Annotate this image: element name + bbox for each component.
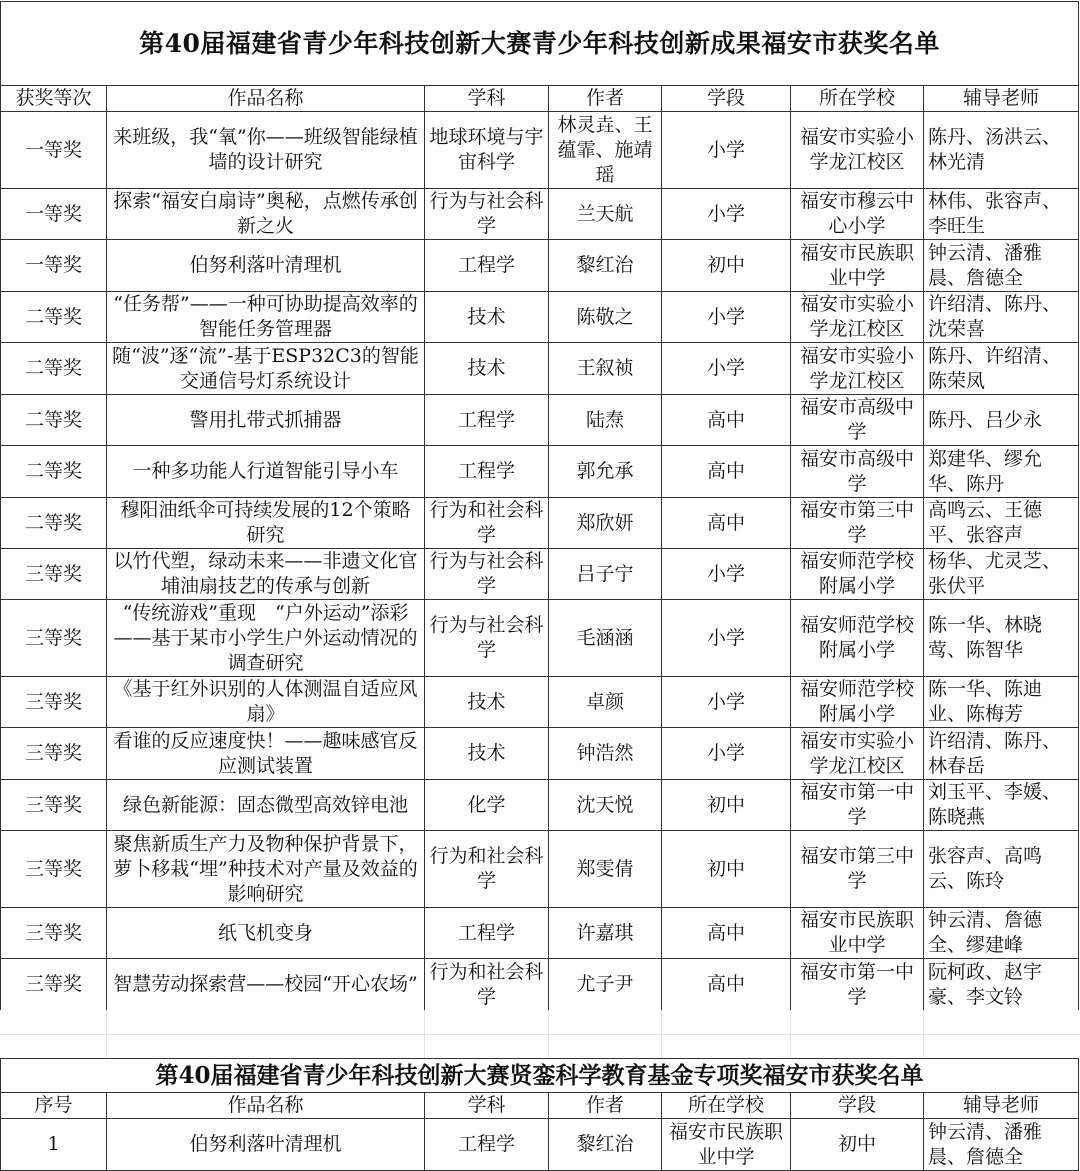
subject-cell: 行为和社会科学	[425, 831, 549, 908]
header-teacher: 辅导老师	[924, 1093, 1079, 1119]
header-school: 所在学校	[791, 86, 924, 112]
awards-table-header-row	[1, 86, 1079, 112]
author-cell: 吕子宁	[549, 549, 662, 600]
school-cell: 福安市实验小学龙江校区	[791, 292, 924, 343]
teacher-cell: 陈一华、陈迪业、陈梅芳	[924, 677, 1079, 728]
teacher-cell: 刘玉平、李媛、陈晓燕	[924, 780, 1079, 831]
subject-cell: 行为和社会科学	[425, 498, 549, 549]
table-row	[1, 908, 1079, 959]
table-row	[1, 677, 1079, 728]
table-row	[1, 780, 1079, 831]
stage-cell: 小学	[662, 728, 791, 780]
table-row	[1, 549, 1079, 600]
award-cell: 三等奖	[1, 600, 107, 677]
work-title-cell: 看谁的反应速度快！——趣味感官反应测试装置	[107, 728, 425, 780]
work-title-cell: 穆阳油纸伞可持续发展的12个策略研究	[107, 498, 425, 549]
author-cell: 许嘉琪	[549, 908, 662, 959]
award-cell: 三等奖	[1, 677, 107, 728]
header-teacher: 辅导老师	[924, 86, 1079, 112]
stage-cell: 小学	[662, 600, 791, 677]
stage-cell: 小学	[662, 677, 791, 728]
award-cell: 一等奖	[1, 112, 107, 189]
school-cell: 福安市高级中学	[791, 446, 924, 498]
awards-table-title: 第40届福建省青少年科技创新大赛青少年科技创新成果福安市获奖名单	[1, 2, 1079, 86]
stage-cell: 高中	[662, 395, 791, 446]
work-title-cell: “任务帮”——一种可协助提高效率的智能任务管理器	[107, 292, 425, 343]
subject-cell: 工程学	[425, 240, 549, 292]
stage-cell: 初中	[662, 240, 791, 292]
empty-spreadsheet-rows	[0, 1010, 1080, 1058]
work-title-cell: 一种多功能人行道智能引导小车	[107, 446, 425, 498]
subject-cell: 地球环境与宇宙科学	[425, 112, 549, 189]
award-cell: 二等奖	[1, 498, 107, 549]
header-work: 作品名称	[107, 1093, 425, 1119]
subject-cell: 行为和社会科学	[425, 959, 549, 1011]
school-cell: 福安市第一中学	[791, 780, 924, 831]
school-cell: 福安市民族职业中学	[791, 240, 924, 292]
author-cell: 林灵垚、王蕴霏、施靖瑶	[549, 112, 662, 189]
work-title-cell: 警用扎带式抓捕器	[107, 395, 425, 446]
work-title-cell: 《基于红外识别的人体测温自适应风扇》	[107, 677, 425, 728]
stage-cell: 小学	[662, 343, 791, 395]
teacher-cell: 阮柯政、赵宇豪、李文铃	[924, 959, 1079, 1011]
author-cell: 沈天悦	[549, 780, 662, 831]
author-cell: 卓颜	[549, 677, 662, 728]
awards-table	[0, 1, 1079, 1011]
stage-cell: 高中	[662, 446, 791, 498]
table-row	[1, 600, 1079, 677]
author-cell: 陈敬之	[549, 292, 662, 343]
teacher-cell: 钟云清、詹德全、缪建峰	[924, 908, 1079, 959]
header-award: 获奖等次	[1, 86, 107, 112]
subject-cell: 工程学	[425, 446, 549, 498]
subject-cell: 行为与社会科学	[425, 600, 549, 677]
school-cell: 福安市第三中学	[791, 498, 924, 549]
work-title-cell: 以竹代塑，绿动未来——非遗文化官埔油扇技艺的传承与创新	[107, 549, 425, 600]
teacher-cell: 陈一华、林晓莺、陈智华	[924, 600, 1079, 677]
author-cell: 毛涵涵	[549, 600, 662, 677]
table-row	[1, 292, 1079, 343]
school-cell: 福安市第三中学	[791, 831, 924, 908]
author-cell: 郑欣妍	[549, 498, 662, 549]
school-cell: 福安师范学校附属小学	[791, 549, 924, 600]
award-cell: 二等奖	[1, 395, 107, 446]
special-award-header-row	[1, 1093, 1079, 1119]
school-cell: 福安市民族职业中学	[791, 908, 924, 959]
teacher-cell: 张容声、高鸣云、陈玲	[924, 831, 1079, 908]
school-cell: 福安师范学校附属小学	[791, 677, 924, 728]
subject-cell: 技术	[425, 728, 549, 780]
table-row	[1, 395, 1079, 446]
stage-cell: 小学	[662, 189, 791, 240]
subject-cell: 工程学	[425, 1119, 549, 1171]
award-cell: 二等奖	[1, 292, 107, 343]
author-cell: 王叙祯	[549, 343, 662, 395]
table-row	[1, 446, 1079, 498]
school-cell: 福安市民族职业中学	[662, 1119, 791, 1171]
stage-cell: 高中	[662, 959, 791, 1011]
award-cell: 三等奖	[1, 549, 107, 600]
teacher-cell: 钟云清、潘雅晨、詹德全	[924, 1119, 1079, 1171]
school-cell: 福安市实验小学龙江校区	[791, 343, 924, 395]
subject-cell: 工程学	[425, 908, 549, 959]
header-stage: 学段	[662, 86, 791, 112]
subject-cell: 技术	[425, 343, 549, 395]
header-no: 序号	[1, 1093, 107, 1119]
teacher-cell: 林伟、张容声、李旺生	[924, 189, 1079, 240]
special-award-table-title: 第40届福建省青少年科技创新大赛贤銮科学教育基金专项奖福安市获奖名单	[1, 1059, 1079, 1093]
award-cell: 一等奖	[1, 240, 107, 292]
stage-cell: 初中	[662, 831, 791, 908]
school-cell: 福安师范学校附属小学	[791, 600, 924, 677]
header-subject: 学科	[425, 1093, 549, 1119]
number-cell: 1	[1, 1119, 107, 1171]
work-title-cell: 探索“福安白扇诗”奥秘，点燃传承创新之火	[107, 189, 425, 240]
author-cell: 钟浩然	[549, 728, 662, 780]
special-award-table	[0, 1058, 1079, 1171]
teacher-cell: 许绍清、陈丹、沈荣喜	[924, 292, 1079, 343]
table-row	[1, 959, 1079, 1011]
stage-cell: 高中	[662, 908, 791, 959]
subject-cell: 化学	[425, 780, 549, 831]
teacher-cell: 陈丹、许绍清、陈荣凤	[924, 343, 1079, 395]
teacher-cell: 杨华、尤灵芝、张伏平	[924, 549, 1079, 600]
subject-cell: 技术	[425, 292, 549, 343]
table-row	[1, 112, 1079, 189]
author-cell: 郑雯倩	[549, 831, 662, 908]
stage-cell: 初中	[791, 1119, 924, 1171]
subject-cell: 行为与社会科学	[425, 549, 549, 600]
school-cell: 福安市实验小学龙江校区	[791, 728, 924, 780]
table-row	[1, 189, 1079, 240]
school-cell: 福安市第一中学	[791, 959, 924, 1011]
work-title-cell: 伯努利落叶清理机	[107, 240, 425, 292]
work-title-cell: 聚焦新质生产力及物种保护背景下，萝卜移栽“埋”种技术对产量及效益的影响研究	[107, 831, 425, 908]
teacher-cell: 郑建华、缪允华、陈丹	[924, 446, 1079, 498]
school-cell: 福安市穆云中心小学	[791, 189, 924, 240]
header-work: 作品名称	[107, 86, 425, 112]
header-school: 所在学校	[662, 1093, 791, 1119]
award-cell: 二等奖	[1, 446, 107, 498]
award-cell: 二等奖	[1, 343, 107, 395]
award-cell: 三等奖	[1, 780, 107, 831]
work-title-cell: 来班级，我“氧”你——班级智能绿植墙的设计研究	[107, 112, 425, 189]
author-cell: 陆焘	[549, 395, 662, 446]
table-row	[1, 498, 1079, 549]
teacher-cell: 高鸣云、王德平、张容声	[924, 498, 1079, 549]
subject-cell: 行为与社会科学	[425, 189, 549, 240]
header-author: 作者	[549, 86, 662, 112]
header-subject: 学科	[425, 86, 549, 112]
work-title-cell: 智慧劳动探索营——校园“开心农场”	[107, 959, 425, 1011]
table-row	[1, 1119, 1079, 1171]
work-title-cell: 绿色新能源：固态微型高效锌电池	[107, 780, 425, 831]
work-title-cell: 纸飞机变身	[107, 908, 425, 959]
author-cell: 兰天航	[549, 189, 662, 240]
work-title-cell: “传统游戏”重现 “户外运动”添彩——基于某市小学生户外运动情况的调查研究	[107, 600, 425, 677]
teacher-cell: 陈丹、吕少永	[924, 395, 1079, 446]
award-cell: 三等奖	[1, 908, 107, 959]
header-author: 作者	[549, 1093, 662, 1119]
teacher-cell: 许绍清、陈丹、林春岳	[924, 728, 1079, 780]
author-cell: 黎红治	[549, 1119, 662, 1171]
stage-cell: 小学	[662, 112, 791, 189]
table-row	[1, 831, 1079, 908]
work-title-cell: 伯努利落叶清理机	[107, 1119, 425, 1171]
award-cell: 三等奖	[1, 831, 107, 908]
header-stage: 学段	[791, 1093, 924, 1119]
award-cell: 三等奖	[1, 728, 107, 780]
author-cell: 尤子尹	[549, 959, 662, 1011]
school-cell: 福安市高级中学	[791, 395, 924, 446]
school-cell: 福安市实验小学龙江校区	[791, 112, 924, 189]
subject-cell: 技术	[425, 677, 549, 728]
stage-cell: 高中	[662, 498, 791, 549]
teacher-cell: 钟云清、潘雅晨、詹德全	[924, 240, 1079, 292]
author-cell: 黎红治	[549, 240, 662, 292]
stage-cell: 小学	[662, 292, 791, 343]
table-row	[1, 728, 1079, 780]
teacher-cell: 陈丹、汤洪云、林光清	[924, 112, 1079, 189]
award-cell: 三等奖	[1, 959, 107, 1011]
author-cell: 郭允承	[549, 446, 662, 498]
table-row	[1, 240, 1079, 292]
stage-cell: 初中	[662, 780, 791, 831]
table-row	[1, 343, 1079, 395]
stage-cell: 小学	[662, 549, 791, 600]
work-title-cell: 随“波”逐“流”-基于ESP32C3的智能交通信号灯系统设计	[107, 343, 425, 395]
award-cell: 一等奖	[1, 189, 107, 240]
subject-cell: 工程学	[425, 395, 549, 446]
